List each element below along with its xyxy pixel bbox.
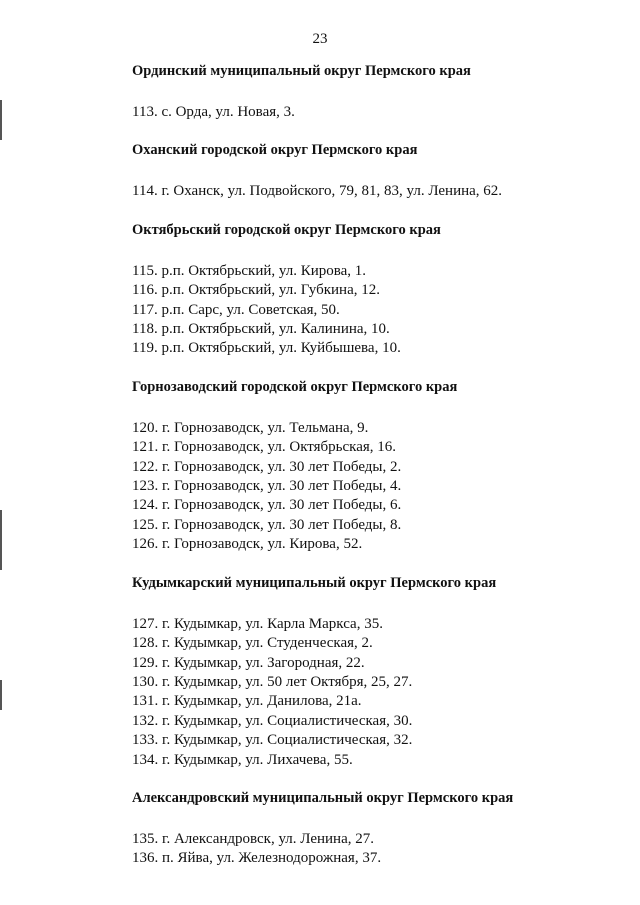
list-item: 127. г. Кудымкар, ул. Карла Маркса, 35. xyxy=(132,615,383,632)
list-item: 119. р.п. Октябрьский, ул. Куйбышева, 10. xyxy=(132,340,401,357)
section-heading: Ординский муниципальный округ Пермского края xyxy=(132,63,471,79)
section-heading: Александровский муниципальный округ Пермского края xyxy=(132,789,514,806)
address-list xyxy=(132,182,612,201)
scan-edge-mark xyxy=(0,510,2,570)
scan-edge-mark xyxy=(0,680,2,710)
list-item: 121. г. Горнозаводск, ул. Октябрьская, 16. xyxy=(132,439,397,456)
list-item: 117. р.п. Сарс, ул. Советская, 50. xyxy=(132,301,340,318)
page-number: 23 xyxy=(312,31,328,47)
list-item: 132. г. Кудымкар, ул. Социалистическая, 30. xyxy=(132,712,413,729)
address-list xyxy=(132,615,612,770)
list-item: 126. г. Горнозаводск, ул. Кирова, 52. xyxy=(132,536,363,553)
list-item: 118. р.п. Октябрьский, ул. Калинина, 10. xyxy=(132,321,390,338)
section-gornozavodsky xyxy=(132,379,612,555)
section-heading: Горнозаводский городской округ Пермского края xyxy=(132,378,458,395)
address-list xyxy=(132,103,612,122)
list-item: 135. г. Александровск, ул. Ленина, 27. xyxy=(132,830,374,847)
section-heading: Оханский городской округ Пермского края xyxy=(132,142,418,159)
section-aleksandrovsky xyxy=(132,790,612,869)
section-heading: Кудымкарский муниципальный округ Пермского края xyxy=(132,574,497,591)
section-okhansky xyxy=(132,142,612,201)
list-item: 124. г. Горнозаводск, ул. 30 лет Победы, 6. xyxy=(132,497,402,514)
list-item: 134. г. Кудымкар, ул. Лихачева, 55. xyxy=(132,751,353,768)
list-item: 136. п. Яйва, ул. Железнодорожная, 37. xyxy=(132,850,382,867)
list-item: 125. г. Горнозаводск, ул. 30 лет Победы, 8. xyxy=(132,516,402,533)
list-item: 123. г. Горнозаводск, ул. 30 лет Победы, 4. xyxy=(132,478,402,495)
list-item: 130. г. Кудымкар, ул. 50 лет Октября, 25, 27. xyxy=(132,673,413,690)
section-oktyabrsky xyxy=(132,222,612,359)
list-item: 116. р.п. Октябрьский, ул. Губкина, 12. xyxy=(132,282,380,299)
list-item: 128. г. Кудымкар, ул. Студенческая, 2. xyxy=(132,635,373,652)
scan-edge-mark xyxy=(0,100,2,140)
address-list xyxy=(132,419,612,555)
list-item: 129. г. Кудымкар, ул. Загородная, 22. xyxy=(132,654,365,671)
document-body xyxy=(132,63,612,889)
list-item: 113. с. Орда, ул. Новая, 3. xyxy=(132,104,295,120)
list-item: 115. р.п. Октябрьский, ул. Кирова, 1. xyxy=(132,262,367,279)
section-heading: Октябрьский городской округ Пермского края xyxy=(132,221,441,238)
address-list xyxy=(132,830,612,869)
section-ordinsky xyxy=(132,63,612,122)
list-item: 114. г. Оханск, ул. Подвойского, 79, 81, 83, ул. Ленина, 62. xyxy=(132,183,503,200)
list-item: 120. г. Горнозаводск, ул. Тельмана, 9. xyxy=(132,419,369,436)
list-item: 131. г. Кудымкар, ул. Данилова, 21а. xyxy=(132,693,362,710)
section-kudymkarsky xyxy=(132,575,612,770)
list-item: 133. г. Кудымкар, ул. Социалистическая, 32. xyxy=(132,732,413,749)
list-item: 122. г. Горнозаводск, ул. 30 лет Победы, 2. xyxy=(132,458,402,475)
address-list xyxy=(132,262,612,359)
